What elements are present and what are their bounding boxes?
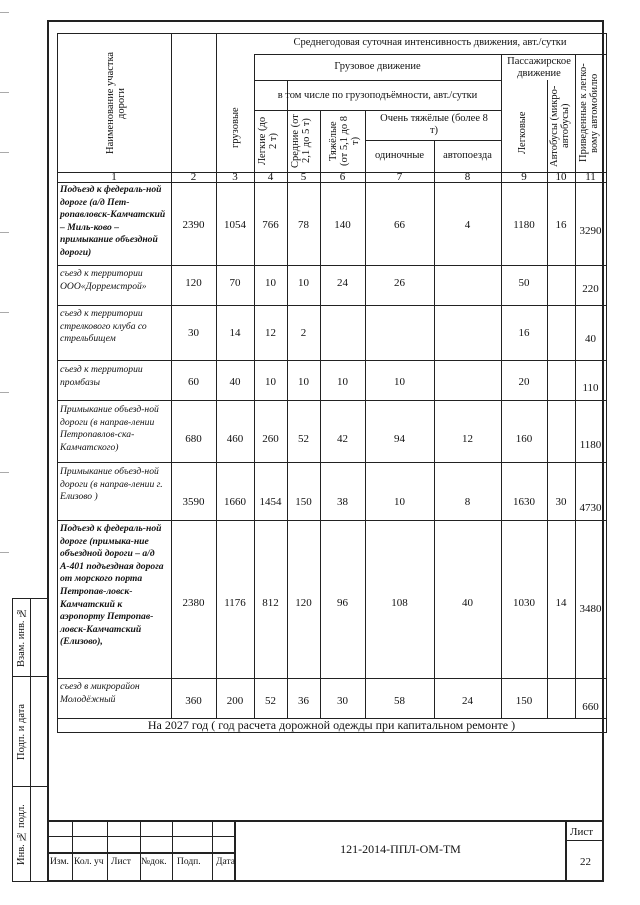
col-num-5: 5 [300,171,307,183]
table-cell: 1454 [259,496,282,508]
table-cell: 260 [262,433,279,445]
table-cell: 1054 [224,219,246,231]
table-cell: 766 [262,219,279,231]
table-cell: 120 [185,277,202,289]
col-num-8: 8 [464,171,471,183]
table-cell: 94 [394,433,405,445]
table-cell: 30 [555,496,567,508]
side-vzam: Взам. инв. № [16,606,27,668]
table-cell: 120 [295,597,312,609]
table-cell: 10 [265,376,276,388]
col-num-3: 3 [232,171,238,183]
table-cell: 60 [188,376,199,388]
table-cell: 1630 [513,496,535,508]
table-cell: 52 [265,695,276,707]
table-cell: 1176 [224,597,246,609]
col-num-2: 2 [190,171,197,183]
header-very-heavy: Очень тяжёлые (более 8 т) [380,113,488,136]
col-num-11: 11 [585,171,596,183]
table-cell: 108 [391,597,408,609]
side-inv-podl: Инв. № подл. [16,804,27,866]
table-cell: 4730 [579,502,602,514]
col-num-1: 1 [111,171,117,183]
table-cell: 220 [582,283,599,295]
header-trains: автопоезда [443,150,492,161]
col-num-9: 9 [521,171,527,183]
table-cell: 8 [464,496,471,508]
header-by-capacity: в том числе по грузоподъёмности, авт./сутки [277,90,478,101]
table-cell: 1030 [513,597,535,609]
stamp-list-label: Лист [570,826,594,838]
table-cell: 66 [394,219,405,231]
table-cell: 24 [462,695,473,707]
table-cell: 2390 [182,219,205,231]
table-cell: 40 [462,597,473,609]
col-num-6: 6 [339,171,346,183]
stamp-list: Лист [111,857,131,867]
doc-code: 121-2014-ППЛ-ОМ-ТМ [340,842,461,856]
table-cell: 1180 [513,219,535,231]
stamp-kol-uch: Кол. уч [74,857,104,867]
table-cell: 110 [582,382,599,394]
header-name-col: Наименование участка дороги [105,51,127,155]
table-cell: 70 [229,277,241,289]
table-cell: 140 [334,219,351,231]
row-name: Примыкание объезд-ной дороги (в направ-лении Петропавлов-ска-Камчатского) [60,404,159,453]
stamp-data: Дата [216,857,235,867]
page-number: 22 [580,856,591,868]
table-cell: 2380 [182,597,205,609]
row-name: съезд к территории ООО«Дорремстрой» [60,268,147,292]
table-cell: 10 [394,496,405,508]
table-cell: 58 [394,695,405,707]
table-cell: 78 [298,219,309,231]
header-cars: Легковые [517,111,528,155]
footer-note: На 2027 год ( год расчета дорожной одежды при капитальном ремонте ) [147,718,516,732]
table-cell: 30 [337,695,348,707]
table-cell: 40 [229,376,241,388]
table-cell: 10 [394,376,405,388]
table-cell: 14 [555,597,567,609]
header-light: Легкие (до 2 т) [257,116,279,166]
table-cell: 200 [226,695,244,707]
table-cell: 150 [295,496,312,508]
table-cell: 40 [585,333,596,345]
table-cell: 14 [229,327,241,339]
table-cell: 36 [298,695,309,707]
row-name: Подъезд к федераль-ной дороге (примыка-ние объездной дороги – а/д А-401 подъездная дорога от морского порта Петропав-ловск-Камчатский к аэропорту Петропав-ловск-Камчатский (Елизово), [60,523,164,648]
margin-ticks [0,0,12,905]
table-cell: 2 [300,327,307,339]
row-name: Примыкание объезд-ной дороги (в направ-лении г. Елизово ) [60,466,163,503]
col-num-10: 10 [555,171,567,183]
table-cell: 26 [394,277,405,289]
row-name: съезд к территории стрелкового клуба со стрельбищем [60,308,147,345]
header-gruzovye: грузовые [230,107,241,149]
table-cell: 4 [464,219,471,231]
table-cell: 660 [582,701,599,713]
table-cell: 3590 [182,496,205,508]
table-cell: 52 [298,433,309,445]
table-cell: 3480 [579,603,602,615]
table-cell: 16 [555,219,567,231]
side-podp-data: Подп. и дата [16,703,27,761]
header-single: одиночные [374,150,425,161]
table-cell: 812 [262,597,279,609]
stamp-ndok: №док. [141,857,167,867]
table-cell: 10 [265,277,276,289]
table-cell: 42 [337,433,348,445]
table-cell: 360 [185,695,202,707]
header-medium: Средние (от 2,1 до 5 т) [290,114,312,168]
table-cell: 10 [298,376,309,388]
table-cell: 1180 [579,439,602,451]
header-passenger: Пассажирское движение [507,56,571,79]
col-num-4: 4 [267,171,274,183]
table-cell: 38 [337,496,348,508]
table-cell: 1660 [224,496,246,508]
header-reduced: Приведенные к легко-вому автомобилю [578,63,600,163]
table-cell: 3290 [579,225,602,237]
table-cell: 150 [515,695,533,707]
table-cell: 24 [337,277,348,289]
table-cell: 10 [298,277,309,289]
table-cell: 50 [518,277,530,289]
table-cell: 12 [265,327,276,339]
table-cell: 12 [462,433,473,445]
row-name: съезд к территории промбазы [60,364,143,388]
table-cell: 96 [337,597,348,609]
stamp-izm: Изм. [50,857,69,867]
header-intensity: Среднегодовая суточная интенсивность движения, авт./сутки [293,37,567,48]
header-buses: Автобусы (микро-автобусы) [549,85,571,167]
row-name: съезд в микрорайон Молодёжный [60,681,140,705]
table-cell: 680 [185,433,202,445]
table-cell: 460 [226,433,244,445]
table-cell: 20 [518,376,530,388]
table-cell: 10 [337,376,348,388]
table-cell: 160 [515,433,533,445]
header-cargo: Грузовое движение [334,61,421,72]
stamp-podp: Подп. [177,857,201,867]
table-cell: 30 [188,327,199,339]
row-name: Подъезд к федераль-ной дороге (а/д Пет-ропавловск-Камчатский – Миль-ково – примыкание объездной дороги) [60,184,166,258]
header-heavy: Тяжёлые (от 5,1 до 8 т) [328,115,361,167]
col-num-7: 7 [396,171,403,183]
table-cell: 16 [518,327,530,339]
